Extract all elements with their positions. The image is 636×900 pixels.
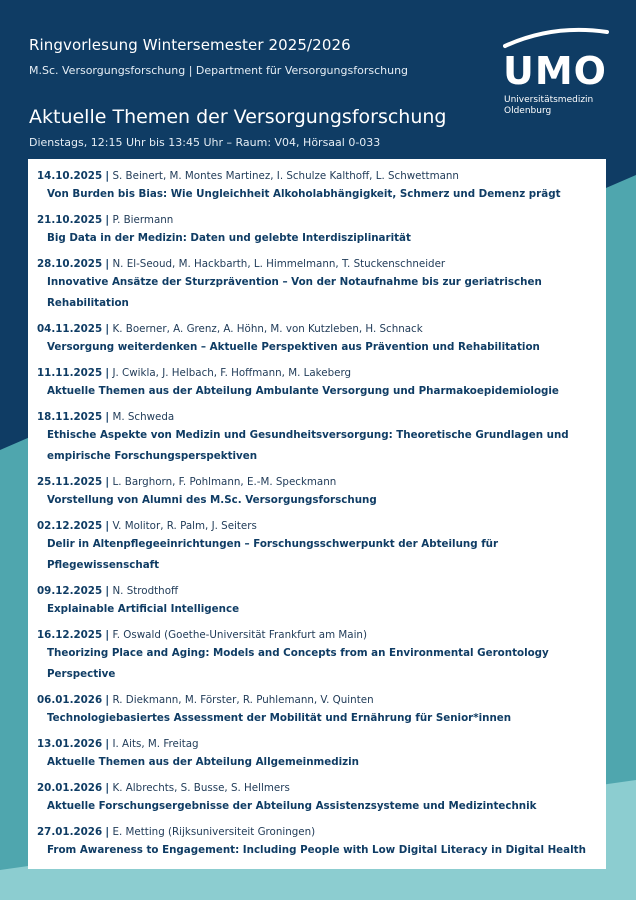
lecture-meta [37,213,598,228]
lecture-meta [37,257,598,272]
lecture-item [37,781,598,817]
lecture-card [28,159,606,869]
lecture-topic: Delir in Altenpflegeeinrichtungen – Forschungsschwerpunkt der Abteilung für Pflegewissenschaft [47,538,499,571]
lecture-item [37,475,598,511]
lecture-topic: Innovative Ansätze der Sturzprävention – Von der Notaufnahme bis zur geriatrischen Rehabilitation [47,276,542,309]
lecture-topic: Aktuelle Themen aus der Abteilung Allgemeinmedizin [47,756,359,768]
lecture-separator: | [105,826,110,838]
lecture-separator: | [105,585,110,597]
lecture-meta [37,584,598,599]
lecture-separator: | [105,367,110,379]
lecture-item [37,519,598,576]
lecture-separator: | [105,258,110,270]
lecture-speakers: N. El-Seoud, M. Hackbarth, L. Himmelmann, T. Stuckenschneider [112,258,446,270]
lecture-item [37,257,598,314]
lecture-meta [37,410,598,425]
lecture-topic: Aktuelle Themen aus der Abteilung Ambulante Versorgung und Pharmakoepidemiologie [47,385,559,397]
lecture-meta [37,475,598,490]
lecture-date: 18.11.2025 [37,411,103,423]
lecture-meta [37,825,598,840]
logo-subtitle-line1: Universitätsmedizin [504,95,594,105]
lecture-meta [37,737,598,752]
lecture-topic: Aktuelle Forschungsergebnisse der Abteilung Assistenzsysteme und Medizintechnik [47,800,537,812]
lecture-topic: Ethische Aspekte von Medizin und Gesundheitsversorgung: Theoretische Grundlagen und empirische Forschungsperspektiven [47,429,569,462]
lecture-topic: Von Burden bis Bias: Wie Ungleichheit Alkoholabhängigkeit, Schmerz und Demenz prägt [47,188,561,200]
lecture-date: 28.10.2025 [37,258,103,270]
lecture-list [37,169,598,869]
lecture-separator: | [105,411,110,423]
lecture-item [37,628,598,685]
lecture-item [37,213,598,249]
lecture-separator: | [105,520,110,532]
lecture-meta [37,366,598,381]
lecture-date: 25.11.2025 [37,476,103,488]
lecture-topic: Technologiebasiertes Assessment der Mobilität und Ernährung für Senior*innen [47,712,512,724]
lecture-item [37,693,598,729]
lecture-speakers: J. Cwikla, J. Helbach, F. Hoffmann, M. Lakeberg [112,367,352,379]
lecture-date: 27.01.2026 [37,826,103,838]
lecture-series-title: Ringvorlesung Wintersemester 2025/2026 [29,36,351,54]
lecture-separator: | [105,214,110,226]
logo-subtitle-line2: Oldenburg [504,106,552,116]
lecture-speakers: R. Diekmann, M. Förster, R. Puhlemann, V. Quinten [112,694,374,706]
lecture-meta [37,693,598,708]
program-subtitle: M.Sc. Versorgungsforschung | Department für Versorgungsforschung [29,64,409,77]
lecture-date: 21.10.2025 [37,214,103,226]
lecture-separator: | [105,323,110,335]
lecture-meta [37,628,598,643]
lecture-item [37,366,598,402]
lecture-topic: Big Data in der Medizin: Daten und gelebte Interdisziplinarität [47,232,411,244]
lecture-separator: | [105,170,110,182]
lecture-item [37,584,598,620]
lecture-speakers: S. Beinert, M. Montes Martinez, I. Schulze Kalthoff, L. Schwettmann [112,170,459,182]
lecture-date: 11.11.2025 [37,367,103,379]
lecture-topic: From Awareness to Engagement: Including People with Low Digital Literacy in Digital Health [47,844,586,856]
time-room-info: Dienstags, 12:15 Uhr bis 13:45 Uhr – Raum: V04, Hörsaal 0-033 [29,136,381,149]
lecture-separator: | [105,694,110,706]
lecture-date: 04.11.2025 [37,323,103,335]
lecture-item [37,737,598,773]
lecture-speakers: P. Biermann [112,214,174,226]
lecture-meta [37,781,598,796]
lecture-speakers: K. Albrechts, S. Busse, S. Hellmers [112,782,290,794]
lecture-meta [37,169,598,184]
lecture-separator: | [105,782,110,794]
lecture-speakers: F. Oswald (Goethe-Universität Frankfurt am Main) [112,629,367,641]
lecture-topic: Vorstellung von Alumni des M.Sc. Versorgungsforschung [47,494,377,506]
lecture-date: 06.01.2026 [37,694,103,706]
lecture-date: 20.01.2026 [37,782,103,794]
lecture-separator: | [105,629,110,641]
logo-arc-icon [503,26,613,50]
lecture-speakers: L. Barghorn, F. Pohlmann, E.-M. Speckmann [112,476,337,488]
lecture-item [37,825,598,861]
lecture-date: 16.12.2025 [37,629,103,641]
lecture-date: 09.12.2025 [37,585,103,597]
lecture-item [37,169,598,205]
lecture-topic: Explainable Artificial Intelligence [47,603,240,615]
lecture-speakers: V. Molitor, R. Palm, J. Seiters [112,520,257,532]
umo-logo [503,26,613,126]
lecture-meta [37,322,598,337]
lecture-date: 14.10.2025 [37,170,103,182]
lecture-speakers: N. Strodthoff [112,585,179,597]
lecture-item [37,322,598,358]
lecture-speakers: M. Schweda [112,411,175,423]
lecture-speakers: I. Aits, M. Freitag [112,738,199,750]
lecture-date: 13.01.2026 [37,738,103,750]
lecture-topic: Versorgung weiterdenken – Aktuelle Perspektiven aus Prävention und Rehabilitation [47,341,540,353]
lecture-item [37,410,598,467]
lecture-speakers: E. Metting (Rijksuniversiteit Groningen) [112,826,316,838]
lecture-date: 02.12.2025 [37,520,103,532]
lecture-separator: | [105,738,110,750]
page-title: Aktuelle Themen der Versorgungsforschung [29,106,447,128]
lecture-speakers: K. Boerner, A. Grenz, A. Höhn, M. von Kutzleben, H. Schnack [112,323,423,335]
lecture-separator: | [105,476,110,488]
lecture-meta [37,519,598,534]
lecture-topic: Theorizing Place and Aging: Models and Concepts from an Environmental Gerontology Perspective [47,647,549,680]
logo-wordmark: UMO [503,49,607,93]
